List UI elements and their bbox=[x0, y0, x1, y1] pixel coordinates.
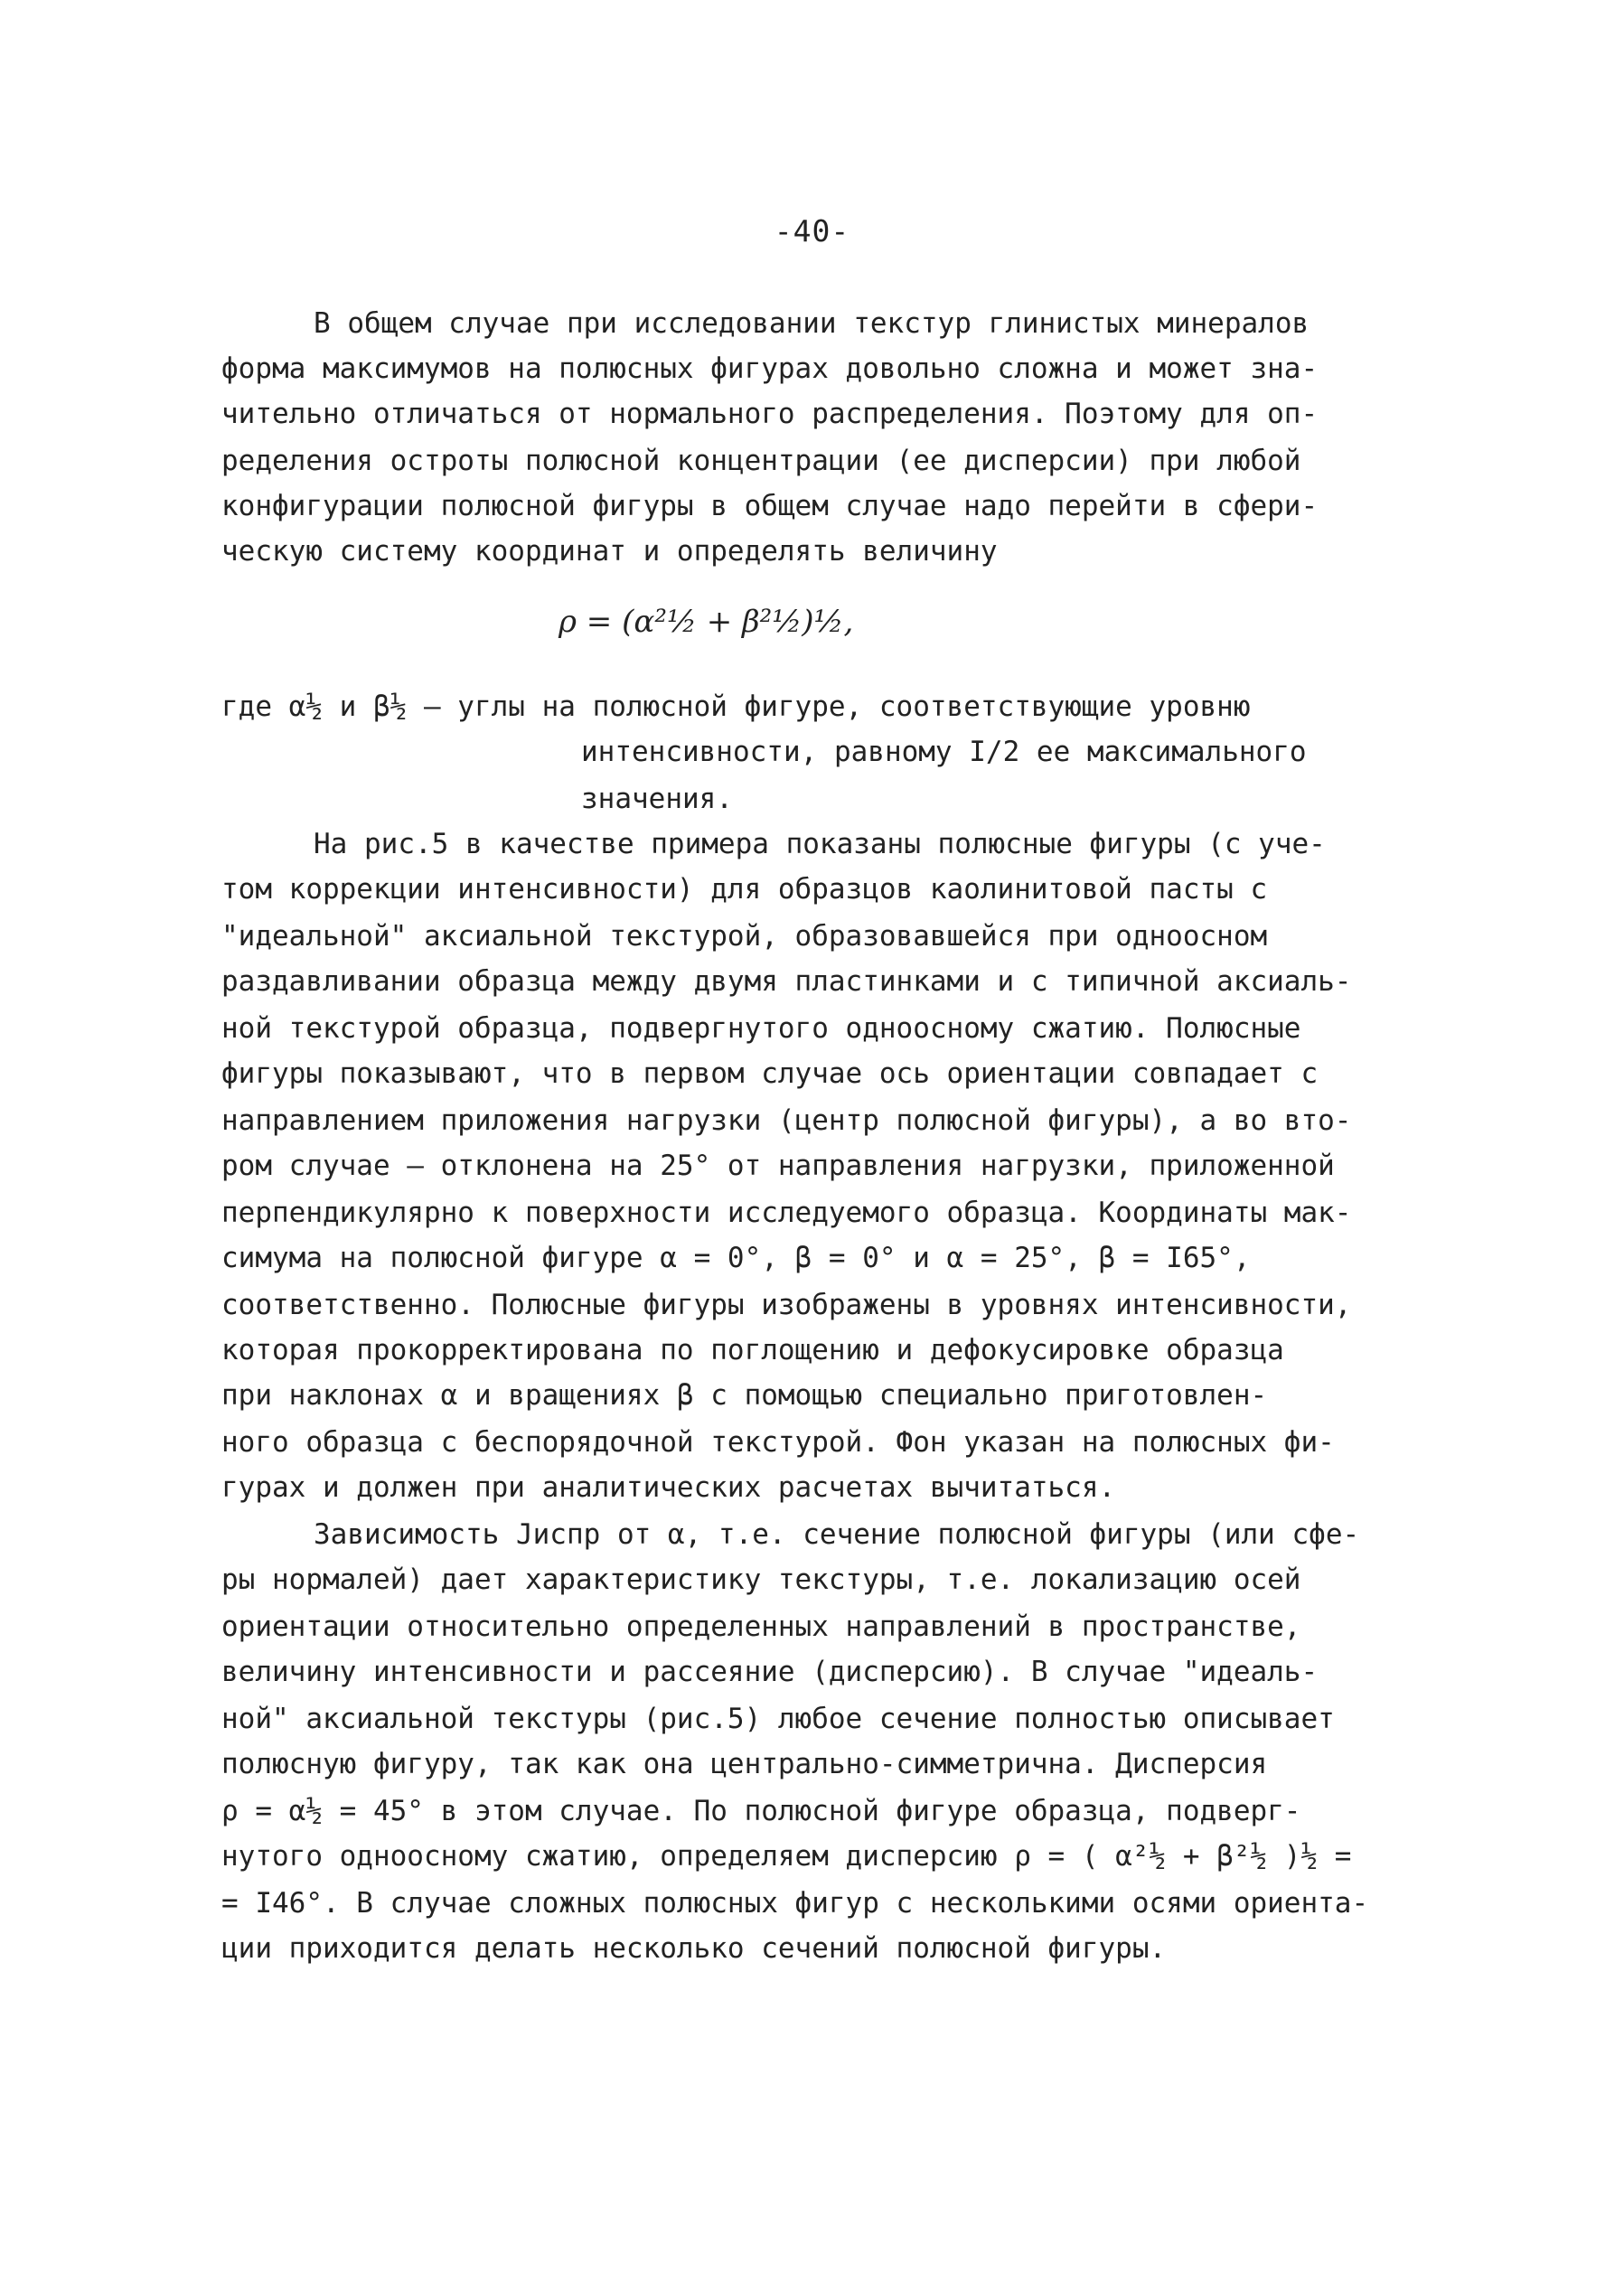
text-line: том коррекции интенсивности) для образцов каолинитовой пасты с bbox=[221, 873, 1268, 906]
text-line: ного образца с беспорядочной текстурой. Фон указан на полюсных фи- bbox=[221, 1426, 1335, 1459]
text-line: раздавливании образца между двумя пластинками и с типичной аксиаль- bbox=[221, 965, 1352, 998]
dispersion-formula: ρ = (α²½ + β²½)½, bbox=[559, 604, 854, 640]
text-line: перпендикулярно к поверхности исследуемого образца. Координаты мак- bbox=[221, 1197, 1352, 1229]
text-line: симума на полюсной фигуре α = 0°, β = 0° и α = 25°, β = I65°, bbox=[221, 1242, 1251, 1274]
text-line: ческую систему координат и определять величину bbox=[221, 535, 998, 568]
text-line: величину интенсивности и рассеяние (дисперсию). В случае "идеаль- bbox=[221, 1656, 1319, 1688]
text-line: где α½ и β½ – углы на полюсной фигуре, соответствующие уровню bbox=[221, 690, 1251, 723]
text-line: фигуры показывают, что в первом случае ось ориентации совпадает с bbox=[221, 1057, 1319, 1090]
text-line: нутого одноосному сжатию, определяем дисперсию ρ = ( α²½ + β²½ )½ = bbox=[221, 1840, 1352, 1873]
text-line: ры нормалей) дает характеристику текстуры, т.е. локализацию осей bbox=[221, 1563, 1301, 1596]
text-line: направлением приложения нагрузки (центр полюсной фигуры), а во вто- bbox=[221, 1104, 1352, 1137]
text-line: которая прокорректирована по поглощению и дефокусировке образца bbox=[221, 1334, 1284, 1366]
text-line: форма максимумов на полюсных фигурах довольно сложна и может зна- bbox=[221, 352, 1319, 385]
text-line: ориентации относительно определенных направлений в пространстве, bbox=[221, 1610, 1301, 1643]
text-line: ром случае – отклонена на 25° от направления нагрузки, приложенной bbox=[221, 1150, 1335, 1182]
text-line: ции приходится делать несколько сечений полюсной фигуры. bbox=[221, 1932, 1167, 1965]
text-line: Зависимость Jиспр от α, т.е. сечение полюсной фигуры (или сфе- bbox=[314, 1518, 1360, 1551]
text-line: интенсивности, равному I/2 ее максимального bbox=[581, 736, 1307, 768]
text-line: соответственно. Полюсные фигуры изображены в уровнях интенсивности, bbox=[221, 1289, 1352, 1321]
text-line: конфигурации полюсной фигуры в общем случае надо перейти в сфери- bbox=[221, 490, 1319, 522]
text-line: На рис.5 в качестве примера показаны полюсные фигуры (с уче- bbox=[314, 828, 1326, 860]
text-line: "идеальной" аксиальной текстурой, образовавшейся при одноосном bbox=[221, 920, 1268, 953]
text-line: значения. bbox=[581, 783, 733, 815]
text-line: полюсную фигуру, так как она центрально-симметрична. Дисперсия bbox=[221, 1748, 1268, 1780]
text-line: В общем случае при исследовании текстур глинистых минералов bbox=[314, 307, 1310, 340]
text-line: ределения остроты полюсной концентрации (ее дисперсии) при любой bbox=[221, 445, 1301, 477]
text-line: = I46°. В случае сложных полюсных фигур с несколькими осями ориента- bbox=[221, 1887, 1369, 1920]
text-line: при наклонах α и вращениях β с помощью специально приготовлен- bbox=[221, 1379, 1268, 1412]
text-line: чительно отличаться от нормального распределения. Поэтому для оп- bbox=[221, 398, 1319, 430]
text-line: ной" аксиальной текстуры (рис.5) любое сечение полностью описывает bbox=[221, 1703, 1335, 1735]
text-line: ρ = α½ = 45° в этом случае. По полюсной фигуре образца, подверг- bbox=[221, 1795, 1301, 1827]
page-number: -40- bbox=[774, 213, 850, 249]
text-line: ной текстурой образца, подвергнутого одноосному сжатию. Полюсные bbox=[221, 1012, 1301, 1045]
text-line: гурах и должен при аналитических расчетах вычитаться. bbox=[221, 1471, 1116, 1504]
